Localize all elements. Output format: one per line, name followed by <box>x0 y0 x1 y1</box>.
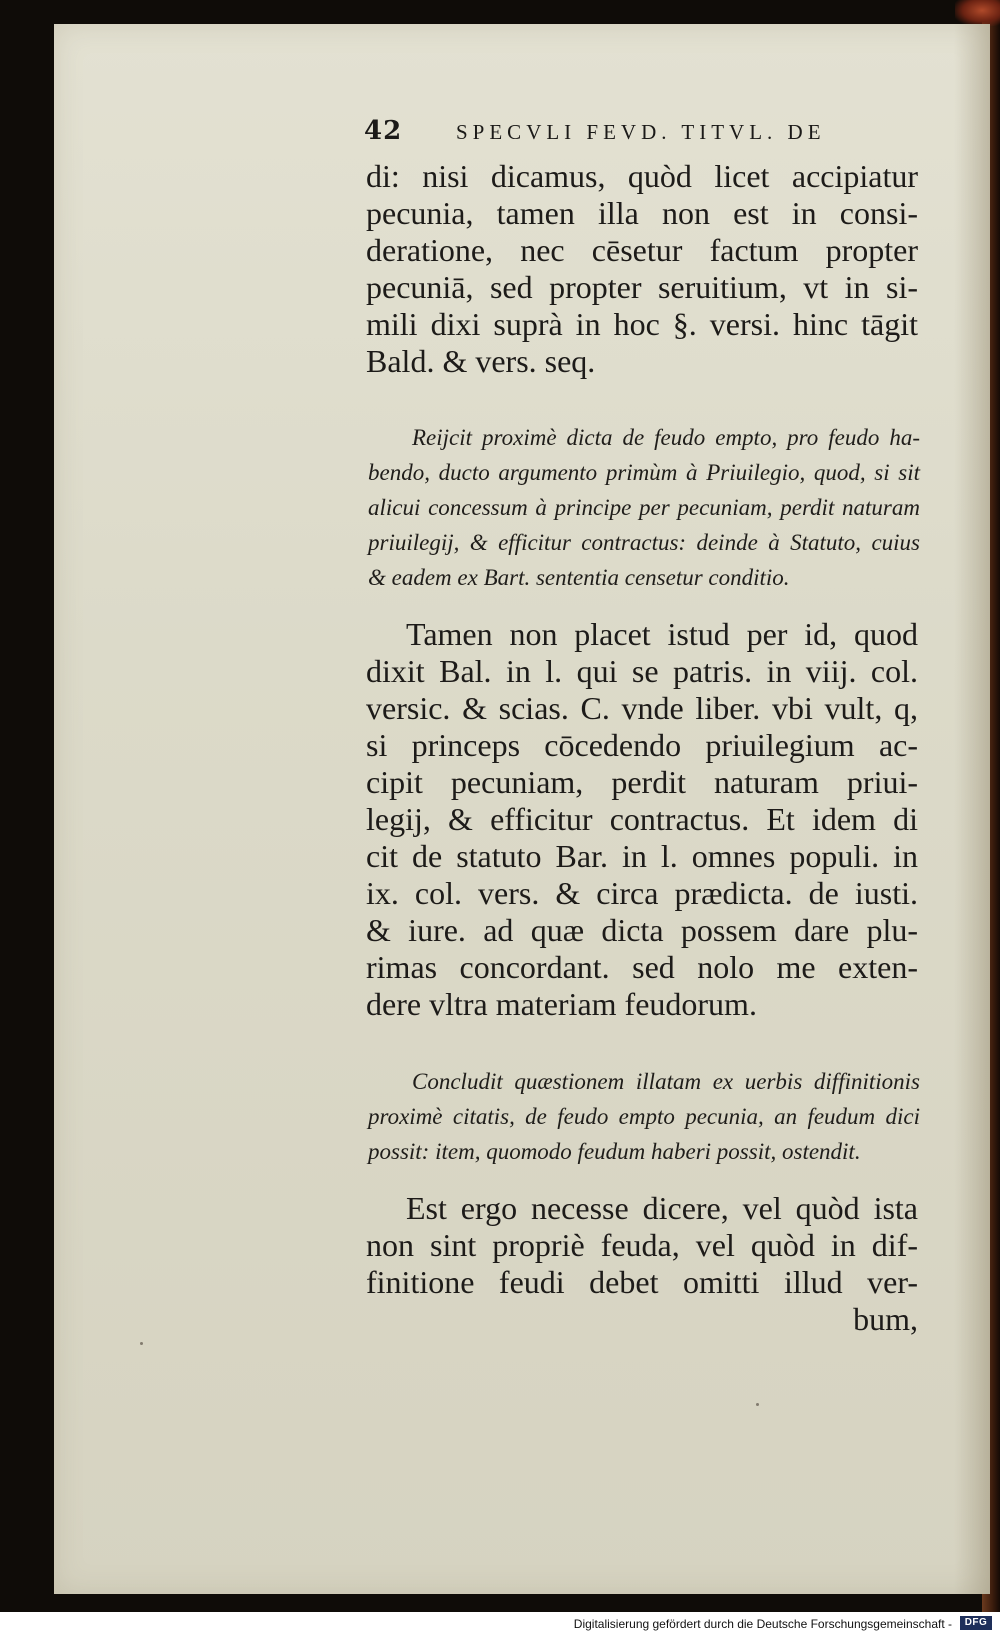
dfg-logo-icon: DFG <box>960 1616 992 1630</box>
text-line: pecunia, tamen illa non est in consi- <box>366 195 918 231</box>
summary-line: priuilegij, & efficitur contractus: deinde à Statuto, cuius <box>368 530 920 555</box>
text-line: deratione, nec cēsetur factum propter <box>366 232 918 268</box>
text-line: non sint propriè feuda, vel quòd in dif- <box>366 1227 918 1263</box>
text-block-2 <box>366 616 918 1023</box>
text-block-3 <box>366 1190 918 1338</box>
running-head: SPECVLI FEVD. TITVL. DE <box>456 120 826 144</box>
catchword: bum, <box>853 1301 918 1337</box>
text-line: & iure. ad quæ dicta possem dare plu- <box>366 912 918 948</box>
text-line: si princeps cōcedendo priuilegium ac- <box>366 727 918 763</box>
text-line: rimas concordant. sed nolo me exten- <box>366 949 918 985</box>
text-line: Est ergo necesse dicere, vel quòd ista <box>406 1190 918 1226</box>
summary-line: possit: item, quomodo feudum haberi possit, ostendit. <box>368 1139 861 1164</box>
summary-line: Concludit quæstionem illatam ex uerbis diffinitionis <box>412 1069 920 1094</box>
text-line: legij, & efficitur contractus. Et idem di <box>366 801 918 837</box>
summary-line: alicui concessum à principe per pecuniam, perdit naturam <box>368 495 920 520</box>
paper-speck <box>140 1342 143 1345</box>
footer-credit: Digitalisierung gefördert durch die Deutsche Forschungsgemeinschaft - <box>573 1617 952 1631</box>
page-header <box>364 116 884 146</box>
paper-speck <box>756 1403 759 1406</box>
marginal-summary-1 <box>368 420 920 595</box>
summary-line: Reijcit proximè dicta de feudo empto, pro feudo ha- <box>412 425 920 450</box>
text-line: versic. & scias. C. vnde liber. vbi vult, q, <box>366 690 918 726</box>
text-line: cit de statuto Bar. in l. omnes populi. in <box>366 838 918 874</box>
summary-line: & eadem ex Bart. sententia censetur conditio. <box>368 565 790 590</box>
corner-ornament <box>955 0 1000 26</box>
text-line: dere vltra materiam feudorum. <box>366 986 757 1022</box>
text-line: di: nisi dicamus, quòd licet accipiatur <box>366 158 918 194</box>
text-line: mili dixi suprà in hoc §. versi. hinc tāgit <box>366 306 918 342</box>
text-line: ix. col. vers. & circa prædicta. de iusti. <box>366 875 918 911</box>
text-line: pecuniā, sed propter seruitium, vt in si- <box>366 269 918 305</box>
summary-line: bendo, ducto argumento primùm à Priuilegio, quod, si sit <box>368 460 920 485</box>
gutter-shade <box>954 24 990 1594</box>
summary-line: proximè citatis, de feudo empto pecunia, an feudum dici <box>368 1104 920 1129</box>
page-number: 42 <box>364 116 403 146</box>
text-block-1 <box>366 158 918 380</box>
text-line: cipit pecuniam, perdit naturam priui- <box>366 764 918 800</box>
text-line: Bald. & vers. seq. <box>366 343 596 379</box>
text-line: dixit Bal. in l. qui se patris. in viij. col. <box>366 653 918 689</box>
marginal-summary-2 <box>368 1064 920 1169</box>
text-line: Tamen non placet istud per id, quod <box>406 616 918 652</box>
text-line: finitione feudi debet omitti illud ver- <box>366 1264 918 1300</box>
